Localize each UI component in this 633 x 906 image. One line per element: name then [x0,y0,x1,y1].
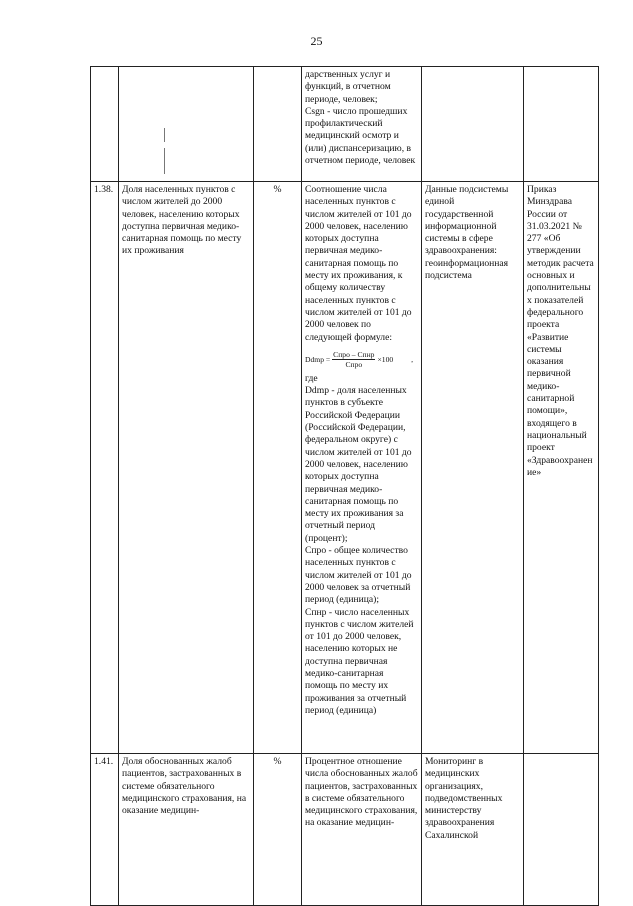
table-row [91,754,599,906]
method-paragraph: Ddmp - доля населенных пунктов в субъекте Российской Федерации (Российской Федерации, федеральном округе) с числом жителей от 101 до 2000 человек, населению которых доступна первичная медико-санитарная помощь по месту их проживания за отчетный период (процент); [305,385,412,544]
indicator-table [90,66,599,906]
method-paragraph: Спнр - число населенных пунктов с числом жителей от 101 до 2000 человек, населению которых не доступна первичная медико-санитарная помощь по месту их проживания за отчетный период (единица) [305,606,414,716]
unit [254,67,302,182]
table-row [91,182,599,754]
formula-lhs: Ddmp = [305,354,331,364]
row-number: 1.38. [91,182,119,754]
indicator-name: Доля обоснованных жалоб пациентов, застрахованных в системе обязательного медицинского страхования, на оказание медицин- [119,754,254,906]
data-source [422,67,524,182]
method-paragraph: дарственных услуг и функций, в отчетном периоде, человек; [305,69,391,105]
regulatory-document [524,67,599,182]
indicator-name [119,67,254,182]
row-number: 1.41. [91,754,119,906]
formula-comma: , [411,354,414,364]
method-paragraph: Соотношение числа населенных пунктов с числом жителей от 101 до 2000 человек, населению которых доступна первичная медико-санитарная помощь по месту их проживания, к общему количеству населенных пунктов с числом жителей от 101 до 2000 человек по следующей формуле: [305,184,412,343]
unit: % [254,754,302,906]
row-number [91,67,119,182]
calculation-method [302,67,422,182]
formula-fraction [332,350,375,369]
regulatory-document: Приказ Минздрава России от 31.03.2021 № 277 «Об утверждении методик расчета основных и дополнительных показателей федерального проекта «Развитие системы оказания первичной медико-санитарной помощи», входящего в национальный проект «Здравоохранение» [524,182,599,754]
method-paragraph: Процентное отношение числа обоснованных жалоб пациентов, застрахованных в системе обязательного медицинского страхования, на оказание медицин- [305,756,418,829]
indicator-name: Доля населенных пунктов с числом жителей до 2000 человек, населению которых доступна первичная медико-санитарная помощь по месту их проживания [119,182,254,754]
data-source: Данные подсистемы единой государственной информационной системы в сфере здравоохранения: геоинформационная подсистема [422,182,524,754]
formula-numerator: Спро – Спнр [333,349,375,359]
formula-denominator: Спро [345,359,363,369]
calculation-method [302,754,422,906]
formula-rhs: ×100 [377,354,394,364]
regulatory-document [524,754,599,906]
method-paragraph: где [305,372,318,384]
calculation-method [302,182,422,754]
unit: % [254,182,302,754]
formula [305,350,418,369]
method-paragraph: Csgn - число прошедших профилактический медицинский осмотр и (или) диспансеризацию, в отчетном периоде, человек [305,105,416,167]
data-source: Мониторинг в медицинских организациях, подведомственных министерству здравоохранения Сахалинской [422,754,524,906]
method-paragraph: Спро - общее количество населенных пунктов с числом жителей от 101 до 2000 человек за отчетный период (единица); [305,545,412,606]
page-number: 25 [310,34,323,48]
table-row [91,67,599,182]
